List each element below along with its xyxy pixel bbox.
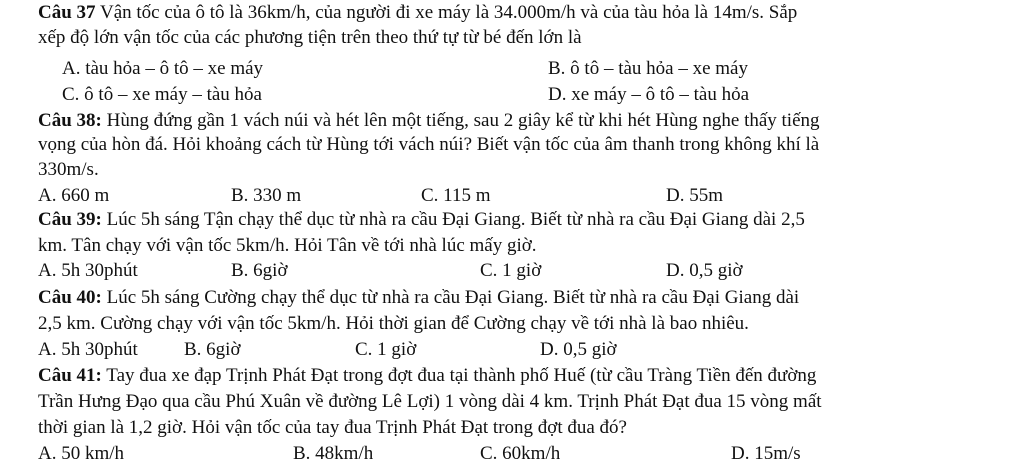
question-37-line-1: [38, 2, 797, 24]
question-37-text-1: Vận tốc của ô tô là 36km/h, của người đi xe máy là 34.000m/h và của tàu hỏa là 14m/s. Sắp: [99, 2, 798, 23]
question-37-option-a: A. tàu hỏa – ô tô – xe máy: [62, 58, 264, 79]
question-41-line-2: Trần Hưng Đạo qua cầu Phú Xuân về đường Lê Lợi) 1 vòng dài 4 km. Trịnh Phát Đạt đua 15 vòng mất: [38, 391, 822, 412]
question-38-option-a: A. 660 m: [38, 185, 110, 206]
question-38-option-b: B. 330 m: [231, 185, 302, 206]
question-41-line-3: thời gian là 1,2 giờ. Hỏi vận tốc của tay đua Trịnh Phát Đạt trong đợt đua đó?: [38, 417, 627, 438]
question-41-text-1: Tay đua xe đạp Trịnh Phát Đạt trong đợt đua tại thành phố Huế (từ cầu Tràng Tiền đến đường: [106, 365, 817, 386]
question-38-number: Câu 38:: [38, 110, 102, 131]
question-41-option-d: D. 15m/s: [731, 443, 801, 464]
question-37-option-b: B. ô tô – tàu hỏa – xe máy: [548, 58, 748, 79]
question-40-option-c: C. 1 giờ: [355, 339, 417, 360]
question-41-line-1: [38, 365, 816, 387]
question-41-option-b: B. 48km/h: [293, 443, 374, 464]
question-39-number: Câu 39:: [38, 209, 102, 230]
question-39-text-1: Lúc 5h sáng Tận chạy thể dục từ nhà ra cầu Đại Giang. Biết từ nhà ra cầu Đại Giang dài 2,5: [106, 209, 805, 230]
question-38-line-1: [38, 110, 820, 132]
question-38-text-1: Hùng đứng gần 1 vách núi và hét lên một tiếng, sau 2 giây kể từ khi hét Hùng nghe thấy tiếng: [106, 110, 820, 131]
question-39-option-b: B. 6giờ: [231, 260, 288, 281]
question-37-option-c: C. ô tô – xe máy – tàu hỏa: [62, 84, 262, 105]
question-38-option-d: D. 55m: [666, 185, 723, 206]
question-41-option-a: A. 50 km/h: [38, 443, 125, 464]
question-41-option-c: C. 60km/h: [480, 443, 561, 464]
question-40-option-d: D. 0,5 giờ: [540, 339, 617, 360]
question-37-option-d: D. xe máy – ô tô – tàu hỏa: [548, 84, 750, 105]
question-38-line-2: vọng của hòn đá. Hỏi khoảng cách từ Hùng tới vách núi? Biết vận tốc của âm thanh trong không khí là: [38, 134, 820, 155]
question-40-number: Câu 40:: [38, 287, 102, 308]
question-40-line-2: 2,5 km. Cường chạy với vận tốc 5km/h. Hỏi thời gian để Cường chạy về tới nhà là bao nhiêu.: [38, 313, 749, 334]
question-40-text-1: Lúc 5h sáng Cường chạy thể dục từ nhà ra cầu Đại Giang. Biết từ nhà ra cầu Đại Giang dài: [106, 287, 800, 308]
question-39-line-2: km. Tân chạy với vận tốc 5km/h. Hỏi Tân về tới nhà lúc mấy giờ.: [38, 235, 537, 256]
question-40-line-1: [38, 287, 799, 309]
question-39-option-c: C. 1 giờ: [480, 260, 542, 281]
question-38-line-3: 330m/s.: [38, 159, 99, 180]
question-40-option-b: B. 6giờ: [184, 339, 241, 360]
question-39-option-d: D. 0,5 giờ: [666, 260, 743, 281]
question-37-number: Câu 37: [38, 2, 96, 23]
question-39-line-1: [38, 209, 805, 231]
question-41-number: Câu 41:: [38, 365, 102, 386]
question-39-option-a: A. 5h 30phút: [38, 260, 138, 281]
question-40-option-a: A. 5h 30phút: [38, 339, 138, 360]
question-38-option-c: C. 115 m: [421, 185, 491, 206]
question-37-line-2: xếp độ lớn vận tốc của các phương tiện trên theo thứ tự từ bé đến lớn là: [38, 27, 582, 48]
